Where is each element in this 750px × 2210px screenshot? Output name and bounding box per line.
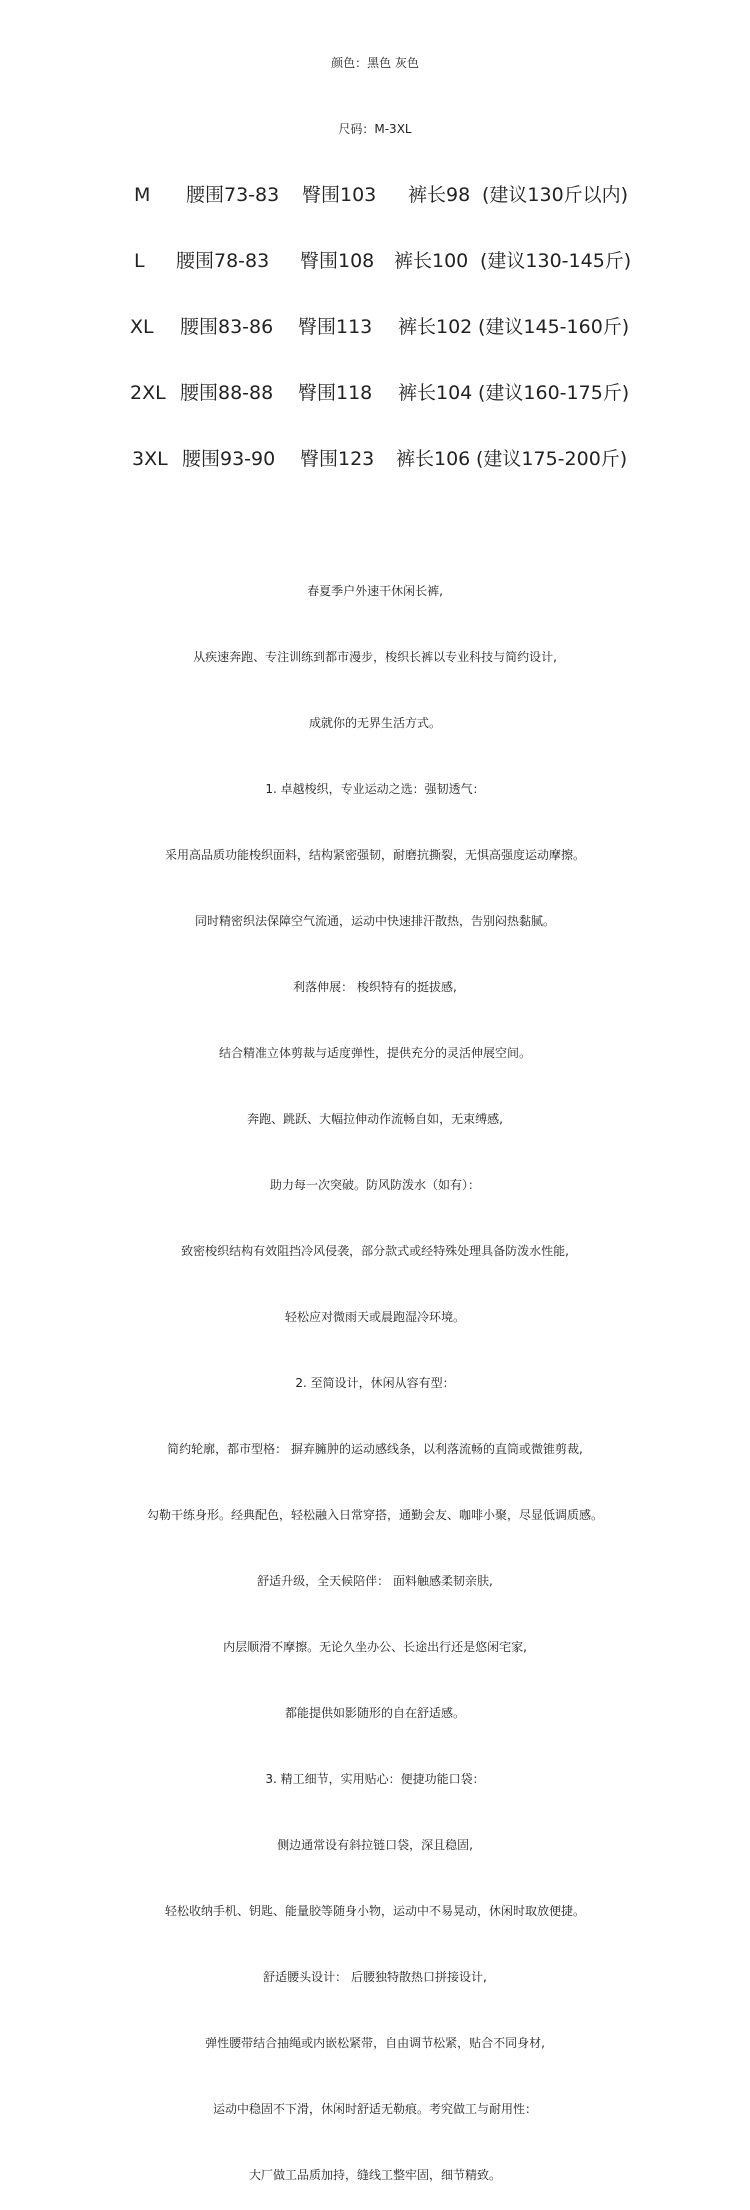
description-line: 都能提供如影随形的自在舒适感。 (284, 1706, 465, 1720)
hip-value: 臀围103 (302, 184, 377, 206)
description-line: 弹性腰带结合抽绳或内嵌松紧带，自由调节松紧，贴合不同身材, (205, 2036, 545, 2050)
description-line: 从疾速奔跑、专注训练到都市漫步，梭织长裤以专业科技与简约设计, (193, 650, 557, 664)
description-line: 轻松收纳手机、钥匙、能量胶等随身小物，运动中不易晃动，休闲时取放便捷。 (164, 1904, 585, 1918)
description-line: 运动中稳固不下滑，休闲时舒适无勒痕。考究做工与耐用性： (212, 2102, 537, 2116)
description-line: 奔跑、跳跃、大幅拉伸动作流畅自如，无束缚感, (247, 1112, 503, 1126)
size-label: M (134, 184, 151, 206)
length-value: 裤长104 (398, 382, 473, 404)
hip-value: 臀围118 (298, 382, 373, 404)
description-line: 舒适升级，全天候陪伴： 面料触感柔韧亲肤, (257, 1574, 493, 1588)
size-label: L (134, 250, 145, 272)
length-value: 裤长98 (408, 184, 471, 206)
hip-value: 臀围108 (300, 250, 375, 272)
size-label: 2XL (130, 382, 166, 404)
length-value: 裤长102 (398, 316, 473, 338)
description-line: 勾勒干练身形。经典配色，轻松融入日常穿搭，通勤会友、咖啡小聚，尽显低调质感。 (146, 1508, 603, 1522)
color-info: 颜色：黑色 灰色 (331, 56, 419, 70)
description-line: 助力每一次突破。防风防泼水（如有）： (269, 1178, 480, 1192)
size-row-xl (0, 314, 750, 340)
section-heading: 3. 精工细节，实用贴心：便捷功能口袋： (265, 1772, 485, 1786)
hip-value: 臀围113 (298, 316, 373, 338)
description-line: 内层顺滑不摩擦。无论久坐办公、长途出行还是悠闲宅家, (223, 1640, 527, 1654)
size-row-3xl (0, 446, 750, 472)
section-heading: 2. 至简设计，休闲从容有型： (295, 1376, 455, 1390)
waist-value: 腰围73-83 (186, 184, 280, 206)
length-value: 裤长100 (394, 250, 469, 272)
waist-value: 腰围78-83 (176, 250, 270, 272)
description-line: 结合精准立体剪裁与适度弹性，提供充分的灵活伸展空间。 (218, 1046, 531, 1060)
size-label: XL (130, 316, 154, 338)
description-line: 采用高品质功能梭织面料，结构紧密强韧，耐磨抗撕裂，无惧高强度运动摩擦。 (164, 848, 585, 862)
size-row-l (0, 248, 750, 274)
description-line: 致密梭织结构有效阻挡冷风侵袭，部分款式或经特殊处理具备防泼水性能, (181, 1244, 569, 1258)
description-line: 侧边通常设有斜拉链口袋，深且稳固, (277, 1838, 473, 1852)
description-line: 简约轮廓，都市型格： 摒弃臃肿的运动感线条，以利落流畅的直筒或微锥剪裁, (167, 1442, 583, 1456)
description-line: 利落伸展： 梭织特有的挺拔感, (293, 980, 457, 994)
weight-suggestion: (建议160-175斤) (478, 382, 630, 404)
waist-value: 腰围83-86 (180, 316, 274, 338)
description-line: 舒适腰头设计： 后腰独特散热口拼接设计, (263, 1970, 487, 1984)
description-line: 大厂做工品质加持，缝线工整牢固，细节精致。 (248, 2168, 501, 2182)
weight-suggestion: (建议175-200斤) (476, 448, 628, 470)
weight-suggestion: (建议130-145斤) (480, 250, 632, 272)
weight-suggestion: (建议145-160斤) (478, 316, 630, 338)
description-line: 轻松应对微雨天或晨跑湿冷环境。 (284, 1310, 465, 1324)
hip-value: 臀围123 (300, 448, 375, 470)
size-row-2xl (0, 380, 750, 406)
size-label: 3XL (132, 448, 168, 470)
weight-suggestion: (建议130斤以内) (482, 184, 629, 206)
description-line: 成就你的无界生活方式。 (308, 716, 441, 730)
description-line: 春夏季户外速干休闲长裤, (307, 584, 443, 598)
waist-value: 腰围93-90 (182, 448, 276, 470)
section-heading: 1. 卓越梭织，专业运动之选：强韧透气： (265, 782, 485, 796)
size-row-m (0, 182, 750, 208)
waist-value: 腰围88-88 (180, 382, 274, 404)
description-line: 同时精密织法保障空气流通，运动中快速排汗散热，告别闷热黏腻。 (194, 914, 555, 928)
length-value: 裤长106 (396, 448, 471, 470)
size-range-info: 尺码：M-3XL (338, 122, 412, 136)
